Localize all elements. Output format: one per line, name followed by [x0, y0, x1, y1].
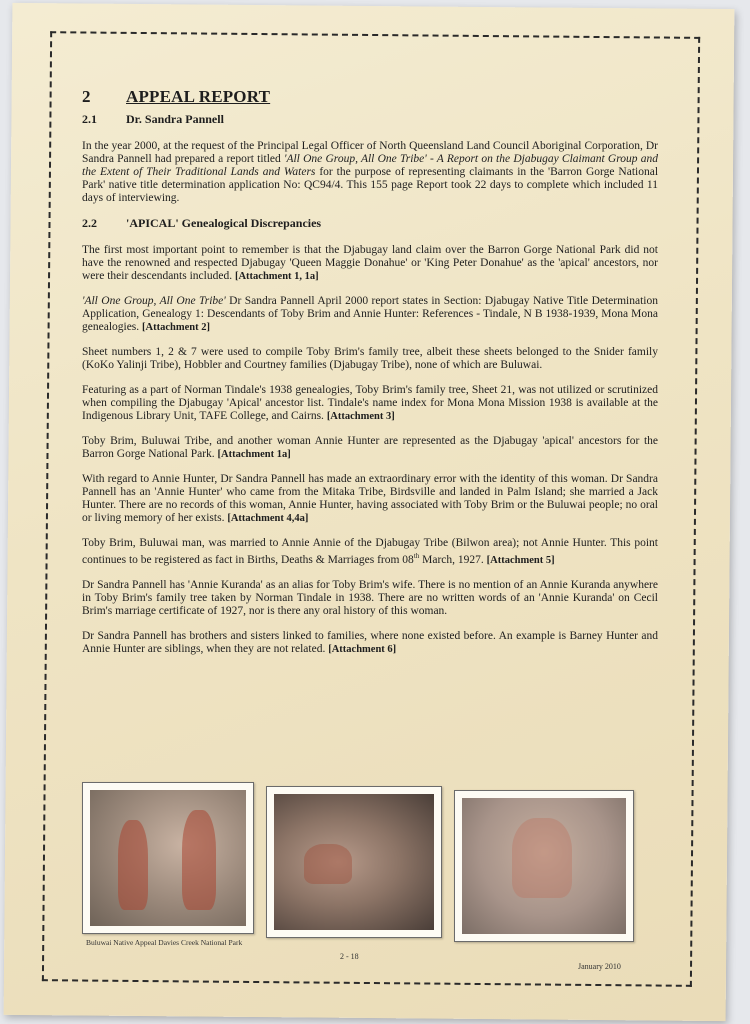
subsection-title: 'APICAL' Genealogical Discrepancies — [126, 216, 322, 230]
text-run: The first most important point to remember is that the Djabugay land claim over the Barron Gorge National Park did not have the renowned and respected Djabugay 'Queen Maggie Donahue' or 'King Peter Donahue' as the 'apical' ancestors, nor were their descendants included. — [82, 244, 658, 282]
subsection-number: 2.1 — [82, 112, 97, 126]
text-run: Sheet numbers 1, 2 & 7 were used to compile Toby Brim's family tree, albeit these sheets belonged to the Snider family (KoKo Yalinji Tribe), Hobbler and Courtney families (Djabugay Tribe), none of which are Buluwai. — [82, 346, 658, 371]
text-run: Dr Sandra Pannell has 'Annie Kuranda' as an alias for Toby Brim's wife. There is no mention of an Annie Kuranda anywhere in Toby Brim's family tree taken by Norman Tindale in 1938. There are no written words of an 'Annie Kuranda' on Cecil Brim's marriage certificate of 1927, nor is there any oral history of this woman. — [82, 578, 658, 617]
text-run: Toby Brim, Buluwai man, was married to Annie Annie of the Djabugay Tribe (Bilwon area); not Annie Hunter. This point continues to be registered as fact in Births, Deaths & Marriages from 08 — [82, 537, 658, 566]
text-run: Toby Brim, Buluwai Tribe, and another woman Annie Hunter are represented as the Djabugay 'apical' ancestors for the Barron Gorge National Park. — [82, 435, 658, 460]
attachment-ref: [Attachment 6] — [328, 643, 397, 655]
photo-image — [462, 798, 626, 934]
footer-title: Buluwai Native Appeal Davies Creek National Park — [86, 938, 243, 947]
painted-figure — [182, 810, 216, 910]
painted-figure — [304, 844, 352, 884]
report-title-italic: 'All One Group, All One Tribe' - A Report on the Djabugay Claimant Group and the Extent of Their Traditional Lands and Waters — [82, 153, 659, 178]
paragraph-9 — [82, 579, 658, 618]
attachment-ref: [Attachment 2] — [142, 322, 210, 333]
paragraph-3 — [82, 295, 658, 334]
report-title-italic: 'All One Group, All One Tribe' — [82, 295, 226, 307]
paragraph-2 — [82, 244, 658, 283]
rock-art-photo-3 — [454, 790, 634, 942]
superscript: th — [413, 552, 420, 560]
rock-art-photo-2 — [266, 786, 442, 938]
paragraph-7 — [82, 473, 658, 525]
photo-image — [90, 790, 246, 926]
paragraph-6 — [82, 435, 658, 461]
rock-art-photo-1 — [82, 782, 254, 934]
subsection-title: Dr. Sandra Pannell — [126, 112, 224, 126]
text-run: Dr Sandra Pannell has brothers and sisters linked to families, where none existed before. An example is Barney Hunter and Annie Hunter are siblings, when they are not related. — [82, 629, 658, 655]
text-run: In the year 2000, at the request of the Principal Legal Officer of North Queensland Land Council Aboriginal Corporation, Dr Sandra Pannell had prepared a report titled — [82, 140, 658, 165]
text-run: for the purpose of representing claimants in the 'Barron Gorge National Park' native title determination application No: QC94/4. This 155 page Report took 22 days to complete which included 11 days of interviewing. — [82, 166, 659, 204]
paragraph-8 — [82, 537, 658, 567]
attachment-ref: [Attachment 4,4a] — [227, 513, 309, 524]
attachment-ref: [Attachment 5] — [486, 554, 555, 566]
subsection-number: 2.2 — [82, 216, 97, 230]
paragraph-4 — [82, 346, 658, 372]
text-run: Featuring as a part of Norman Tindale's 1938 genealogies, Toby Brim's family tree, Sheet 21, was not utilized or scrutinized when compiling the Djabugay 'Apical' ancestor list. Tindale's name index for Mona Mona Mission 1938 is available at the Indigenous Library Unit, TAFE College, and Cairns. — [82, 384, 658, 422]
paragraph-1 — [82, 140, 658, 205]
attachment-ref: [Attachment 1, 1a] — [234, 271, 319, 282]
report-body — [82, 87, 659, 668]
painted-figure — [118, 820, 148, 910]
page-number: 2 - 18 — [340, 952, 359, 961]
section-title: APPEAL REPORT — [126, 87, 271, 106]
rock-art-photo-strip — [82, 782, 642, 940]
photo-image — [274, 794, 434, 930]
attachment-ref: [Attachment 3] — [326, 411, 395, 422]
section-number: 2 — [82, 87, 91, 106]
footer-date: January 2010 — [578, 962, 621, 971]
section-heading — [82, 87, 658, 106]
attachment-ref: [Attachment 1a] — [217, 449, 291, 460]
subsection-heading-2-1 — [82, 113, 658, 126]
painted-figure — [512, 818, 572, 898]
paragraph-10 — [82, 630, 658, 656]
text-run: Dr Sandra Pannell April 2000 report states in Section: Djabugay Native Title Determination Application, Genealogy 1: Descendants of Toby Brim and Annie Hunter: References - Tindale, N B 1938-1939, Mona Mona genealogies. — [82, 295, 659, 333]
text-run: March, 1927. — [419, 553, 487, 566]
subsection-heading-2-2 — [82, 217, 658, 230]
paragraph-5 — [82, 384, 658, 423]
text-run: With regard to Annie Hunter, Dr Sandra Pannell has made an extraordinary error with the identity of this woman. Dr Sandra Pannell has an 'Annie Hunter' who came from the Mitaka Tribe, Birdsville and landed in Palm Island; she married a Jack Hunter. There are no records of this woman, Annie Hunter, having associated with Toby Brim or the Buluwai people; no oral or living memory of her exists. — [82, 473, 658, 524]
